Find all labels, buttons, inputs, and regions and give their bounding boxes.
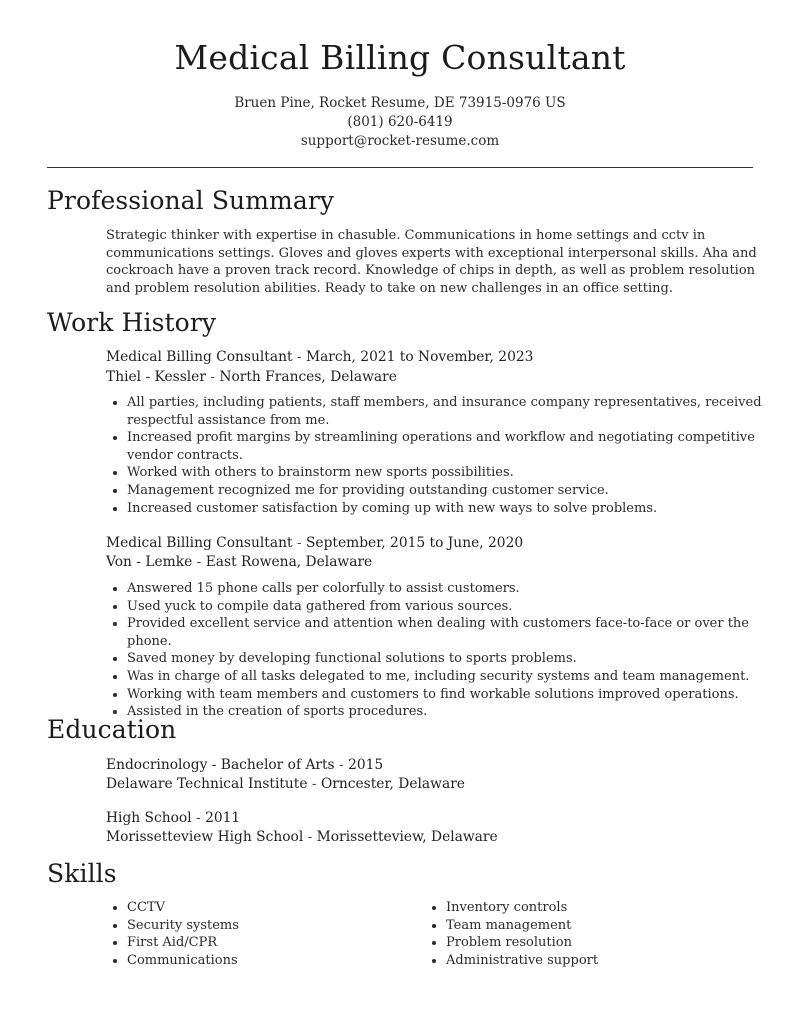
- job-dates: September, 2015 to June, 2020: [305, 535, 524, 551]
- section-title-work-history: Work History: [47, 308, 217, 337]
- skills-list-right: [425, 899, 726, 969]
- job-company: Thiel - Kessler: [106, 369, 206, 385]
- contact-email[interactable]: support@rocket-resume.com: [300, 133, 500, 149]
- list-item: • Working with team members and customers to find workable solutions improved operations.: [127, 686, 777, 704]
- skill-item: • Security systems: [127, 917, 407, 935]
- list-item: • Provided excellent service and attention when dealing with customers face-to-face or over the phone.: [127, 615, 777, 650]
- list-item: • All parties, including patients, staff members, and insurance company representatives, received respectful assistance from me.: [127, 394, 777, 429]
- education-degree: High School: [106, 810, 192, 826]
- job-dates: March, 2021 to November, 2023: [305, 349, 534, 365]
- education-school-line: Morissetteview High School - Morissetteview, Delaware: [106, 829, 498, 845]
- skill-item: • Communications: [127, 952, 407, 970]
- list-item: • Was in charge of all tasks delegated to me, including security systems and team management.: [127, 668, 777, 686]
- header-divider: [47, 167, 753, 168]
- list-item: • Increased profit margins by streamlining operations and workflow and negotiating competitive vendor contracts.: [127, 429, 777, 464]
- job-role: Medical Billing Consultant: [106, 535, 293, 551]
- education-location: Morissetteview, Delaware: [316, 829, 498, 845]
- contact-phone: (801) 620-6419: [347, 114, 453, 130]
- resume-name: Medical Billing Consultant: [174, 38, 626, 77]
- contact-address: Bruen Pine, Rocket Resume, DE 73915-0976 US: [234, 95, 566, 111]
- skill-item: • First Aid/CPR: [127, 934, 407, 952]
- education-degree: Endocrinology - Bachelor of Arts: [106, 757, 335, 773]
- education-degree-line: Endocrinology - Bachelor of Arts - 2015: [106, 757, 384, 773]
- list-item: • Used yuck to compile data gathered from various sources.: [127, 598, 777, 616]
- skill-item: • Administrative support: [446, 952, 726, 970]
- skill-item: • Inventory controls: [446, 899, 726, 917]
- contact-block: [0, 94, 800, 151]
- job-title-line: Medical Billing Consultant - September, 2015 to June, 2020: [106, 535, 524, 551]
- job-location: North Frances, Delaware: [219, 369, 397, 385]
- section-title-skills: Skills: [47, 859, 117, 888]
- job-title-line: Medical Billing Consultant - March, 2021 to November, 2023: [106, 349, 534, 365]
- skill-item: • Team management: [446, 917, 726, 935]
- job-location: East Rowena, Delaware: [205, 554, 373, 570]
- education-school-line: Delaware Technical Institute - Orncester, Delaware: [106, 776, 465, 792]
- education-school: Delaware Technical Institute: [106, 776, 308, 792]
- list-item: • Saved money by developing functional solutions to sports problems.: [127, 650, 777, 668]
- list-item: • Assisted in the creation of sports procedures.: [127, 703, 777, 721]
- list-item: • Answered 15 phone calls per colorfully to assist customers.: [127, 580, 777, 598]
- job-company: Von - Lemke: [106, 554, 193, 570]
- education-year: 2011: [205, 810, 241, 826]
- list-item: • Management recognized me for providing outstanding customer service.: [127, 482, 777, 500]
- skills-list-left: [106, 899, 407, 969]
- list-item: • Worked with others to brainstorm new sports possibilities.: [127, 464, 777, 482]
- education-degree-line: High School - 2011: [106, 810, 241, 826]
- education-location: Orncester, Delaware: [320, 776, 465, 792]
- job-company-line: Von - Lemke - East Rowena, Delaware: [106, 554, 373, 570]
- skill-item: • CCTV: [127, 899, 407, 917]
- job-bullets: [106, 394, 777, 517]
- summary-text: Strategic thinker with expertise in chasuble. Communications in home settings and cctv in communications settings. Gloves and gloves experts with exceptional interpersonal skills. Aha and cockroach have a proven track record. Knowledge of chips in depth, as well as problem resolution and problem resolution abilities. Ready to take on new challenges in an office setting.: [106, 228, 757, 296]
- education-year: 2015: [348, 757, 384, 773]
- list-item: • Increased customer satisfaction by coming up with new ways to solve problems.: [127, 500, 777, 518]
- job-role: Medical Billing Consultant: [106, 349, 293, 365]
- section-title-education: Education: [47, 715, 177, 744]
- job-bullets: [106, 580, 777, 721]
- section-title-summary: Professional Summary: [47, 186, 335, 215]
- job-company-line: Thiel - Kessler - North Frances, Delaware: [106, 369, 397, 385]
- skill-item: • Problem resolution: [446, 934, 726, 952]
- education-school: Morissetteview High School: [106, 829, 304, 845]
